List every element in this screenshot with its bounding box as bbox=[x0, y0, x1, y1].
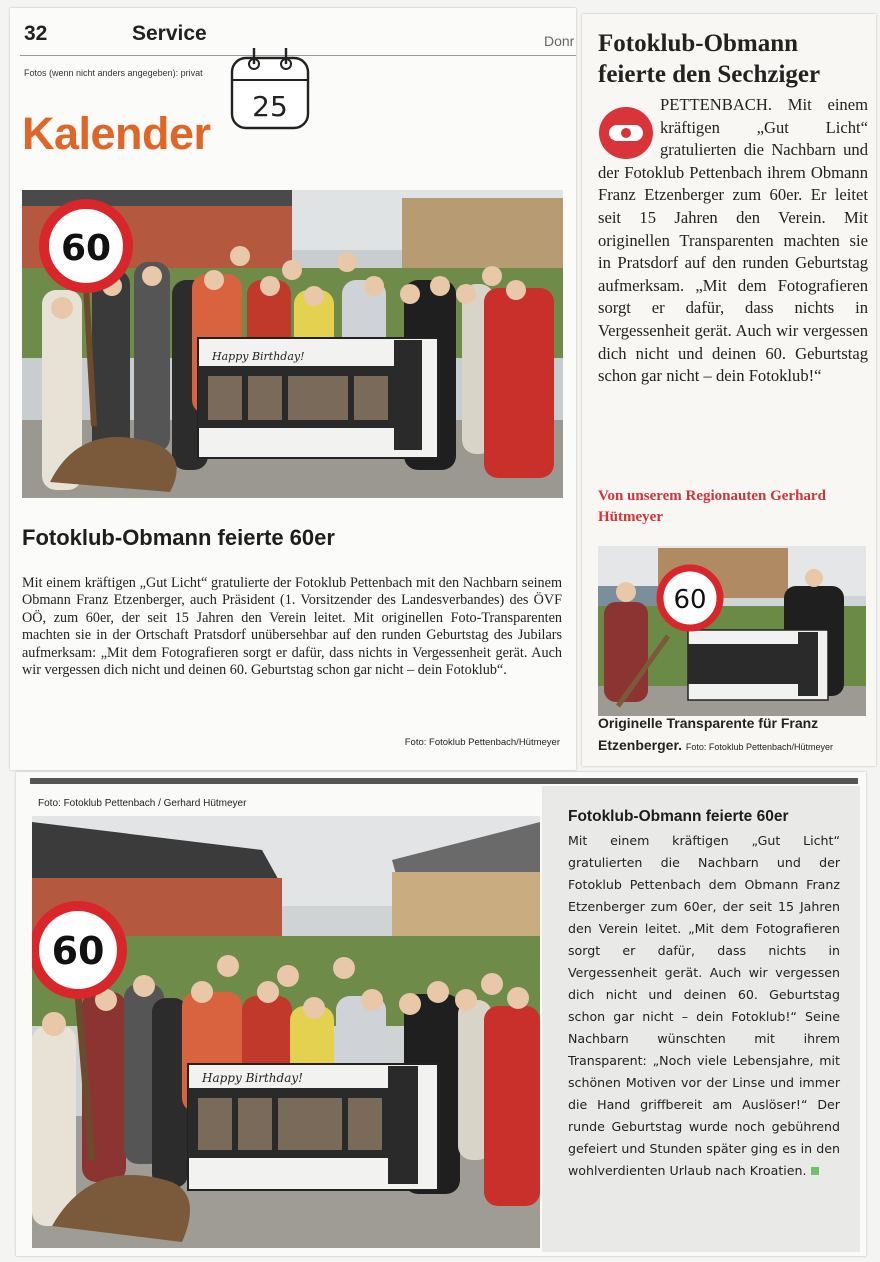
date-fragment: Donr bbox=[544, 33, 575, 49]
article-title: Fotoklub-Obmann feierte 60er bbox=[22, 525, 335, 550]
newspaper-clipping-calendar bbox=[10, 8, 576, 770]
calendar-day: 25 bbox=[252, 90, 288, 123]
article-title: Fotoklub-Obmann feierte den Sechziger bbox=[598, 30, 821, 88]
kalender-heading: Kalender bbox=[22, 108, 211, 159]
end-mark-icon bbox=[811, 1167, 819, 1175]
author-line: Von unserem Regionauten Gerhard Hütmeyer bbox=[598, 488, 826, 525]
banner-photo bbox=[598, 546, 866, 716]
group-photo bbox=[32, 816, 540, 1248]
page-number: 32 bbox=[24, 22, 48, 45]
sign-number: 60 bbox=[673, 585, 707, 615]
article-body: PETTENBACH. Mit einem kräftigen „Gut Licht“ gratulierten die Nachbarn und der Fotoklub Pettenbach ihrem Obmann Franz Etzenberger zum 60er. Er leitet seit 15 Jahren den Verein. Mit originellen Transparenten machten sie in Pratsdorf auf den runden Geburtstag aufmerksam. „Mit dem Fotografieren sorgt er dafür, dass nichts in Vergessenheit gerät. Auch wir vergessen dich nicht und deinen 60. Geburtstag schon gar nicht – dein Fotoklub!“ bbox=[598, 95, 868, 386]
group-photo bbox=[22, 190, 563, 498]
section-title: Service bbox=[132, 22, 207, 45]
photo-caption bbox=[598, 712, 870, 758]
article-body: Mit einem kräftigen „Gut Licht“ gratulierten die Nachbarn und der Fotoklub Pettenbach dem Obmann Franz Etzenberger zum 60er, der seit 15 Jahren den Verein leitet. „Mit dem Fotografieren sorgt er dafür, dass nichts in Vergessenheit gerät. Auch wir vergessen dich nicht und deinen 60. Geburtstag schon gar nicht – dein Fotoklub!“ Seine Nachbarn wünschten mit ihrem Transparent: „Noch viele Lebensjahre, mit schönen Motiven vor der Linse und immer die Hand griffbereit am Auslöser!“ Der runde Geburtstag wurde noch gebührend gefeiert und Stunden später ging es in den wohlverdienten Urlaub nach Kroatien. bbox=[568, 833, 840, 1178]
newspaper-clipping-regional bbox=[582, 14, 876, 766]
svg-text:Happy Birthday!: Happy Birthday! bbox=[212, 350, 305, 363]
article-body-wrapper bbox=[568, 830, 840, 1182]
top-band bbox=[30, 778, 858, 784]
article-title: Fotoklub-Obmann feierte 60er bbox=[568, 808, 789, 825]
sign-number: 60 bbox=[51, 929, 105, 973]
caption-credit: Foto: Fotoklub Pettenbach/Hütmeyer bbox=[685, 742, 833, 752]
svg-text:Happy Birthday!: Happy Birthday! bbox=[202, 1071, 303, 1085]
regionaut-logo-icon bbox=[598, 106, 654, 160]
caption-text: Originelle Transparente für Franz Etzenberger. bbox=[598, 715, 819, 753]
newspaper-clipping-bottom bbox=[16, 772, 866, 1256]
photo-credits-note: Fotos (wenn nicht anders angegeben): privat bbox=[24, 68, 203, 78]
article-body: Mit einem kräftigen „Gut Licht“ gratulierte der Fotoklub Pettenbach mit den Nachbarn seinem Obmann Franz Etzenberger, auch Präsident (1. Vorsitzender des Landesverbandes) des ÖVF OÖ, zum 60er, der seit 15 Jahren den Verein leitet. Mit originellen Foto-Transparenten machten sie in der Ortschaft Pratsdorf unübersehbar auf den runden Geburtstag des Jubilars aufmerksam: „Mit dem Fotografieren sorgt er dafür, dass nichts in Vergessenheit gerät. Auch wir vergessen dich nicht und deinen 60. Geburtstag schon gar nicht – dein Fotoklub“. bbox=[22, 575, 562, 679]
photo-credit: Foto: Fotoklub Pettenbach / Gerhard Hütmeyer bbox=[38, 798, 247, 809]
sign-number: 60 bbox=[60, 228, 112, 269]
photo-credit: Foto: Fotoklub Pettenbach/Hütmeyer bbox=[404, 737, 560, 748]
calendar-icon bbox=[228, 46, 312, 132]
